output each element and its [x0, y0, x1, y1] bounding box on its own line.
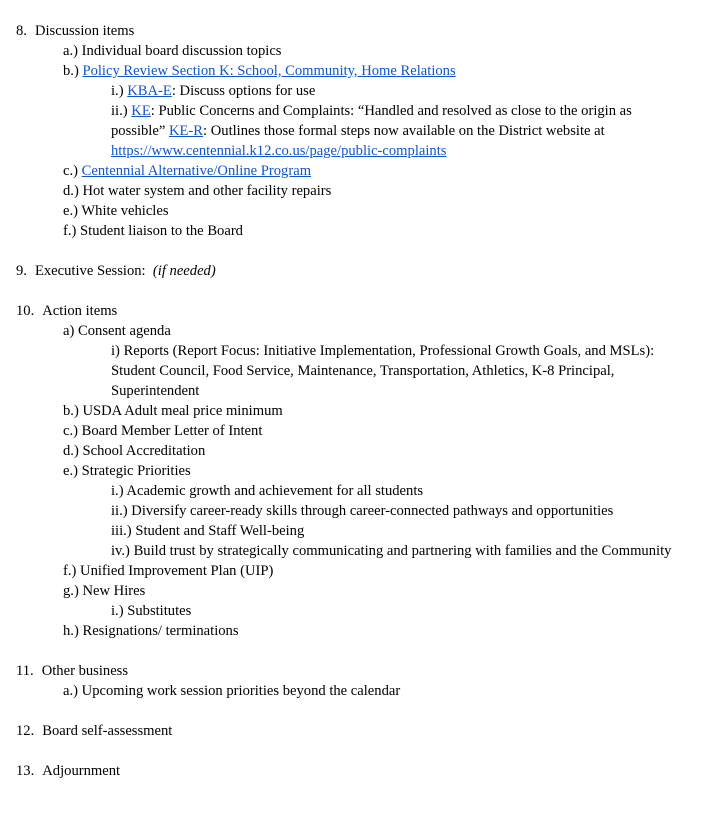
sub-item-marker: b.) [63, 63, 79, 79]
sub-item-8b-ii-url [111, 141, 446, 161]
agenda-item-11 [16, 661, 128, 681]
sub-item-8b-ii [111, 101, 632, 121]
sub-item-marker: ii.) [111, 503, 128, 519]
sub-item-text: Resignations/ terminations [82, 623, 239, 639]
item-title: Adjournment [42, 763, 121, 779]
sub-item-marker: d.) [63, 183, 79, 199]
sub-item-text: Student liaison to the Board [80, 223, 243, 239]
sub-item-text: : Outlines those formal steps now available on the District website at [203, 123, 605, 139]
item-note: (if needed) [152, 263, 216, 279]
sub-item-text: possible” [111, 123, 169, 139]
public-complaints-url-link[interactable]: https://www.centennial.k12.co.us/page/public-complaints [111, 143, 447, 159]
sub-item-marker: h.) [63, 623, 79, 639]
sub-item-text: : Public Concerns and Complaints: “Handled and resolved as close to the origin as [150, 103, 632, 119]
sub-item-10d [63, 441, 205, 461]
sub-item-text: Build trust by strategically communicating and partnering with families and the Community [133, 543, 672, 559]
sub-item-10a-i [111, 341, 654, 361]
item-number: 13. [16, 763, 35, 779]
sub-item-text: Upcoming work session priorities beyond the calendar [81, 683, 401, 699]
sub-item-11a [63, 681, 400, 701]
sub-item-text: Hot water system and other facility repairs [82, 183, 332, 199]
sub-item-marker: a) [63, 323, 75, 339]
agenda-item-8 [16, 21, 134, 41]
item-number: 12. [16, 723, 35, 739]
sub-item-marker: g.) [63, 583, 79, 599]
sub-item-marker: e.) [63, 203, 78, 219]
sub-item-8c [63, 161, 311, 181]
sub-item-10b [63, 401, 283, 421]
sub-item-8b [63, 61, 456, 81]
sub-item-marker: c.) [63, 423, 78, 439]
sub-item-marker: f.) [63, 223, 77, 239]
sub-item-text: Unified Improvement Plan (UIP) [80, 563, 274, 579]
sub-item-10g [63, 581, 145, 601]
sub-item-10e-iii [111, 521, 304, 541]
sub-item-marker: iv.) [111, 543, 130, 559]
sub-item-10c [63, 421, 262, 441]
sub-item-10e [63, 461, 191, 481]
agenda-item-10 [16, 301, 117, 321]
sub-item-10g-i [111, 601, 191, 621]
sub-item-marker: f.) [63, 563, 77, 579]
sub-item-text: Student Council, Food Service, Maintenance, Transportation, Athletics, K-8 Principal, [111, 363, 615, 379]
sub-item-marker: i) [111, 343, 120, 359]
item-number: 8. [16, 23, 27, 39]
sub-item-marker: b.) [63, 403, 79, 419]
sub-item-marker: e.) [63, 463, 78, 479]
item-title: Executive Session: [34, 263, 146, 279]
ke-r-link[interactable]: KE-R [168, 123, 204, 139]
item-number: 11. [16, 663, 34, 679]
sub-item-8f [63, 221, 243, 241]
sub-item-8d [63, 181, 331, 201]
sub-item-text: Consent agenda [78, 323, 171, 339]
sub-item-8b-ii-cont [111, 121, 605, 141]
sub-item-text: School Accreditation [82, 443, 206, 459]
agenda-item-12 [16, 721, 172, 741]
sub-item-10a-i-cont2 [111, 381, 199, 401]
sub-item-8a [63, 41, 282, 61]
item-title: Action items [42, 303, 118, 319]
ke-link[interactable]: KE [131, 103, 151, 119]
sub-item-marker: i.) [111, 483, 124, 499]
agenda-item-9 [16, 261, 216, 281]
sub-item-text: Student and Staff Well-being [135, 523, 305, 539]
sub-item-text: Strategic Priorities [81, 463, 191, 479]
sub-item-marker: a.) [63, 683, 78, 699]
agenda-item-13 [16, 761, 120, 781]
sub-item-text: Diversify career-ready skills through career-connected pathways and opportunities [131, 503, 614, 519]
sub-item-10a [63, 321, 171, 341]
sub-item-marker: a.) [63, 43, 78, 59]
sub-item-text: : Discuss options for use [171, 83, 316, 99]
sub-item-text: Academic growth and achievement for all students [126, 483, 424, 499]
sub-item-marker: i.) [111, 83, 124, 99]
sub-item-marker: d.) [63, 443, 79, 459]
sub-item-text: Individual board discussion topics [81, 43, 282, 59]
sub-item-text: USDA Adult meal price minimum [82, 403, 283, 419]
item-number: 9. [16, 263, 27, 279]
sub-item-text: Reports (Report Focus: Initiative Implementation, Professional Growth Goals, and MSLs): [123, 343, 655, 359]
alternative-online-program-link[interactable]: Centennial Alternative/Online Program [81, 163, 312, 179]
sub-item-marker: iii.) [111, 523, 132, 539]
item-title: Other business [41, 663, 129, 679]
sub-item-10h [63, 621, 239, 641]
sub-item-marker: c.) [63, 163, 78, 179]
sub-item-10f [63, 561, 273, 581]
sub-item-10e-iv [111, 541, 671, 561]
sub-item-marker: i.) [111, 603, 124, 619]
sub-item-text: Board Member Letter of Intent [81, 423, 263, 439]
sub-item-marker: ii.) [111, 103, 128, 119]
sub-item-8e [63, 201, 169, 221]
item-number: 10. [16, 303, 35, 319]
kba-e-link[interactable]: KBA-E [127, 83, 172, 99]
sub-item-8b-i [111, 81, 315, 101]
sub-item-10e-ii [111, 501, 613, 521]
sub-item-10a-i-cont [111, 361, 614, 381]
item-title: Discussion items [34, 23, 135, 39]
policy-review-link[interactable]: Policy Review Section K: School, Community, Home Relations [82, 63, 456, 79]
sub-item-text: Superintendent [111, 383, 200, 399]
sub-item-text: White vehicles [81, 203, 169, 219]
sub-item-text: Substitutes [127, 603, 192, 619]
sub-item-10e-i [111, 481, 423, 501]
item-title: Board self-assessment [42, 723, 173, 739]
sub-item-text: New Hires [82, 583, 146, 599]
